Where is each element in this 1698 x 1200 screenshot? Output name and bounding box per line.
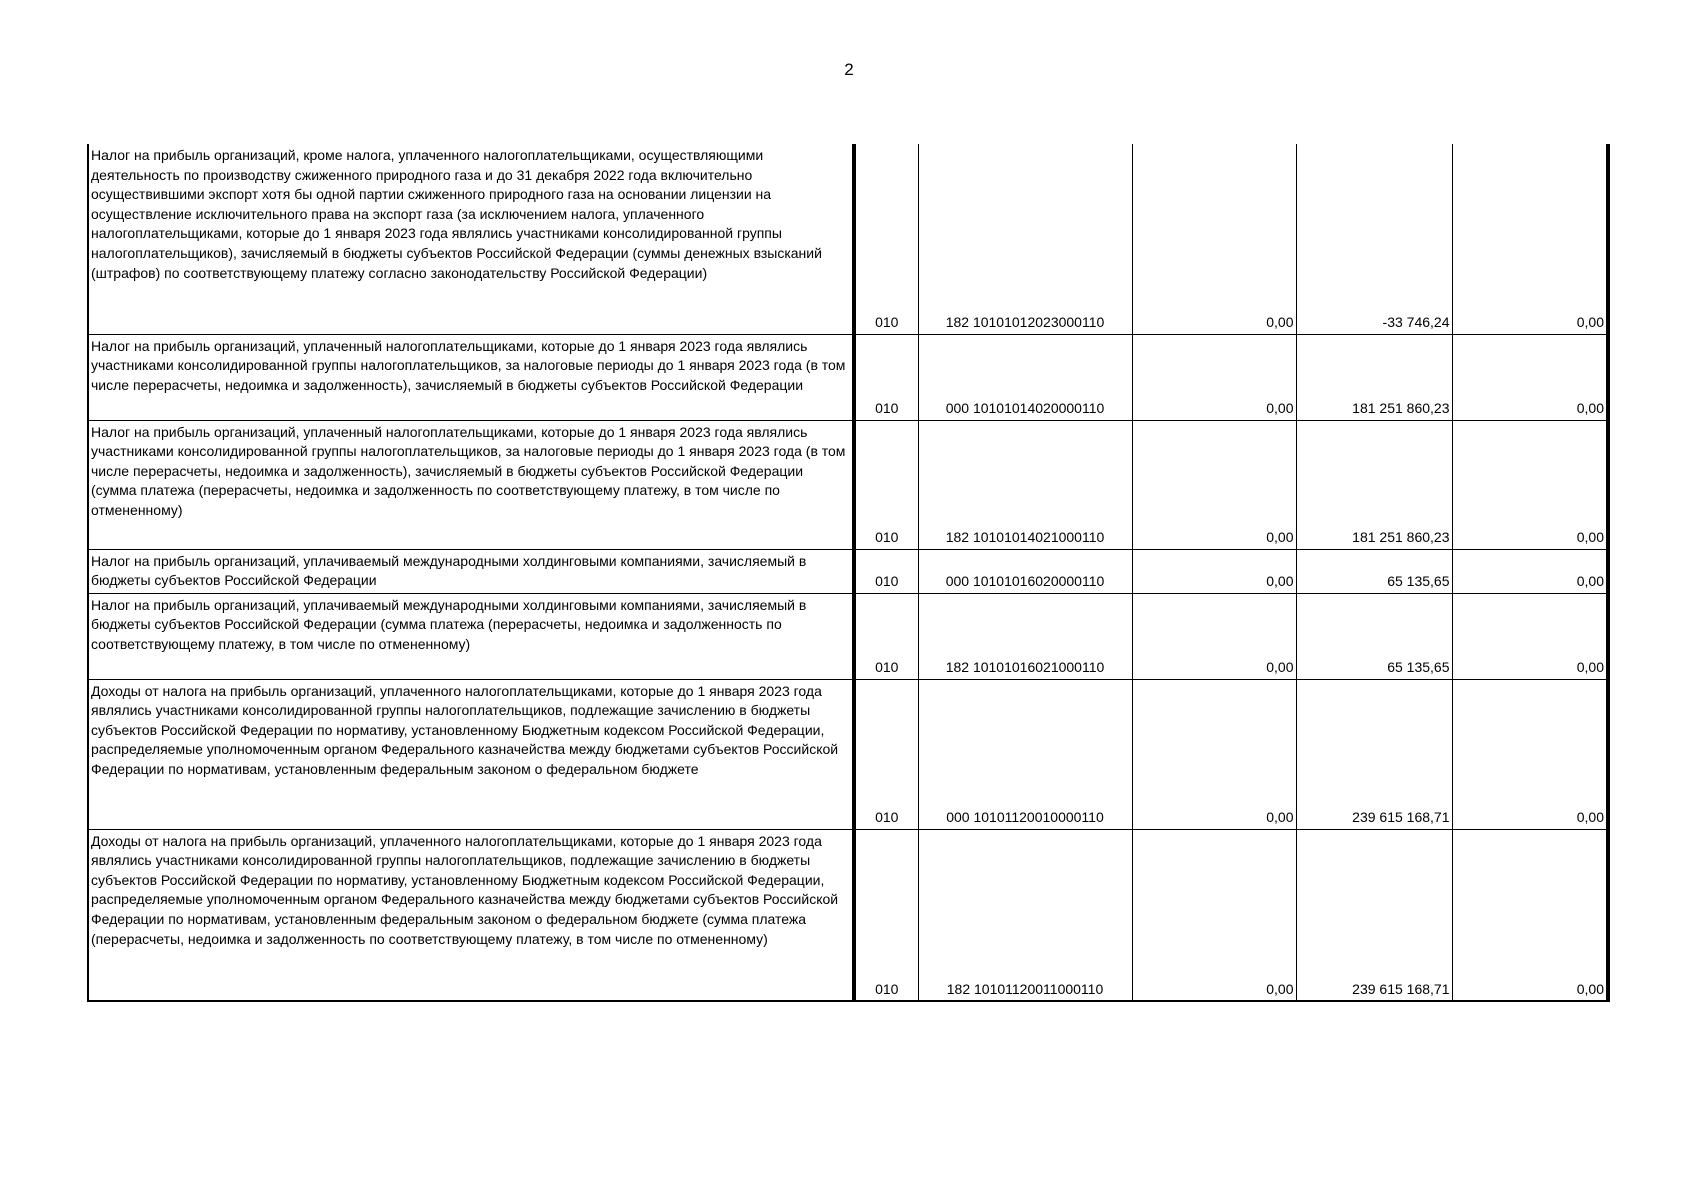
row-value-1: 0,00 (1132, 593, 1296, 679)
row-line-code: 010 (854, 144, 918, 334)
row-value-3: 0,00 (1452, 420, 1608, 549)
row-budget-code: 182 10101014021000110 (918, 420, 1132, 549)
row-value-2: 239 615 168,71 (1296, 679, 1452, 829)
row-value-1: 0,00 (1132, 420, 1296, 549)
page-number: 2 (844, 60, 854, 79)
row-description: Налог на прибыль организаций, уплаченный налогоплательщиками, которые до 1 января 2023 года являлись участниками консолидированной группы налогоплательщиков, за налоговые периоды до 1 января 2023 года (в том числе перерасчеты, недоимка и задолженность), зачисляемый в бюджеты субъектов Российской Федерации (88, 334, 854, 420)
row-value-1: 0,00 (1132, 144, 1296, 334)
row-description: Доходы от налога на прибыль организаций, уплаченного налогоплательщиками, которые до 1 января 2023 года являлись участниками консолидированной группы налогоплательщиков, подлежащие зачислению в бюджеты субъектов Российской Федерации по нормативу, установленному Бюджетным кодексом Российской Федерации, распределяемые уполномоченным органом Федерального казначейства между бюджетами субъектов Российской Федерации по нормативам, установленным федеральным законом о федеральном бюджете (сумма платежа (перерасчеты, недоимка и задолженность по соответствующему платежу, в том числе по отмененному) (88, 829, 854, 1001)
row-line-code: 010 (854, 593, 918, 679)
row-value-1: 0,00 (1132, 829, 1296, 1001)
row-value-3: 0,00 (1452, 829, 1608, 1001)
table-row (88, 549, 1608, 593)
table-row (88, 679, 1608, 829)
row-value-3: 0,00 (1452, 593, 1608, 679)
row-line-code: 010 (854, 549, 918, 593)
row-value-3: 0,00 (1452, 334, 1608, 420)
row-budget-code: 182 10101016021000110 (918, 593, 1132, 679)
row-value-2: 65 135,65 (1296, 549, 1452, 593)
table-row (88, 144, 1608, 334)
row-line-code: 010 (854, 679, 918, 829)
row-description: Налог на прибыль организаций, уплачиваемый международными холдинговыми компаниями, зачисляемый в бюджеты субъектов Российской Федерации (сумма платежа (перерасчеты, недоимка и задолженность по соответствующему платежу, в том числе по отмененному) (88, 593, 854, 679)
row-line-code: 010 (854, 420, 918, 549)
row-value-3: 0,00 (1452, 144, 1608, 334)
row-value-1: 0,00 (1132, 549, 1296, 593)
row-value-3: 0,00 (1452, 549, 1608, 593)
row-budget-code: 182 10101012023000110 (918, 144, 1132, 334)
row-budget-code: 182 10101120011000110 (918, 829, 1132, 1001)
row-budget-code: 000 10101014020000110 (918, 334, 1132, 420)
row-value-2: -33 746,24 (1296, 144, 1452, 334)
row-value-2: 239 615 168,71 (1296, 829, 1452, 1001)
row-description: Доходы от налога на прибыль организаций, уплаченного налогоплательщиками, которые до 1 января 2023 года являлись участниками консолидированной группы налогоплательщиков, подлежащие зачислению в бюджеты субъектов Российской Федерации по нормативу, установленному Бюджетным кодексом Российской Федерации, распределяемые уполномоченным органом Федерального казначейства между бюджетами субъектов Российской Федерации по нормативам, установленным федеральным законом о федеральном бюджете (88, 679, 854, 829)
table-row (88, 593, 1608, 679)
row-budget-code: 000 10101016020000110 (918, 549, 1132, 593)
row-value-1: 0,00 (1132, 334, 1296, 420)
table-row (88, 420, 1608, 549)
table-row (88, 334, 1608, 420)
row-description: Налог на прибыль организаций, кроме налога, уплаченного налогоплательщиками, осуществляющими деятельность по производству сжиженного природного газа и до 31 декабря 2022 года включительно осуществившими экспорт хотя бы одной партии сжиженного природного газа на основании лицензии на осуществление исключительного права на экспорт газа (за исключением налога, уплаченного налогоплательщиками, которые до 1 января 2023 года являлись участниками консолидированной группы налогоплательщиков), зачисляемый в бюджеты субъектов Российской Федерации (суммы денежных взысканий (штрафов) по соответствующему платежу согласно законодательству Российской Федерации) (88, 144, 854, 334)
row-budget-code: 000 10101120010000110 (918, 679, 1132, 829)
row-description: Налог на прибыль организаций, уплачиваемый международными холдинговыми компаниями, зачисляемый в бюджеты субъектов Российской Федерации (88, 549, 854, 593)
row-line-code: 010 (854, 829, 918, 1001)
row-value-2: 65 135,65 (1296, 593, 1452, 679)
row-value-2: 181 251 860,23 (1296, 420, 1452, 549)
row-value-1: 0,00 (1132, 679, 1296, 829)
row-value-3: 0,00 (1452, 679, 1608, 829)
revenue-table (87, 144, 1610, 1002)
table-row (88, 829, 1608, 1001)
row-line-code: 010 (854, 334, 918, 420)
row-value-2: 181 251 860,23 (1296, 334, 1452, 420)
row-description: Налог на прибыль организаций, уплаченный налогоплательщиками, которые до 1 января 2023 года являлись участниками консолидированной группы налогоплательщиков, за налоговые периоды до 1 января 2023 года (в том числе перерасчеты, недоимка и задолженность), зачисляемый в бюджеты субъектов Российской Федерации (сумма платежа (перерасчеты, недоимка и задолженность по соответствующему платежу, в том числе по отмененному) (88, 420, 854, 549)
